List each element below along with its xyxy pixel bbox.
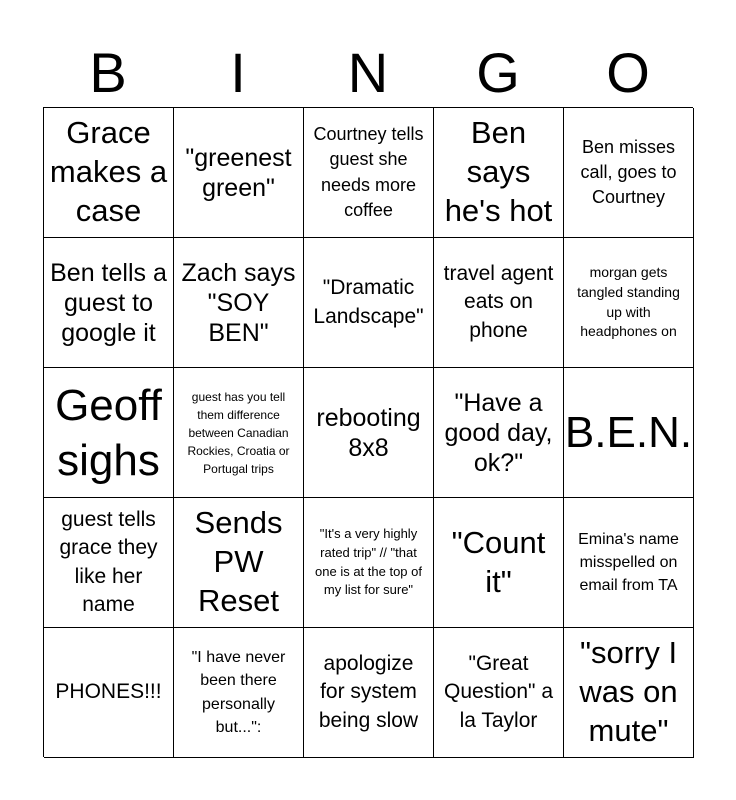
- bingo-cell[interactable]: Ben says he's hot: [434, 108, 564, 238]
- bingo-cell[interactable]: B.E.N.: [564, 368, 694, 498]
- bingo-cell[interactable]: "Dramatic Landscape": [304, 238, 434, 368]
- header-letter-o: O: [606, 41, 650, 104]
- bingo-cell[interactable]: "Have a good day, ok?": [434, 368, 564, 498]
- bingo-cell[interactable]: "I have never been there personally but...":: [174, 628, 304, 758]
- bingo-cell[interactable]: "sorry I was on mute": [564, 628, 694, 758]
- bingo-cell[interactable]: Zach says "SOY BEN": [174, 238, 304, 368]
- bingo-cell[interactable]: "Count it": [434, 498, 564, 628]
- bingo-cell[interactable]: "Great Question" a la Taylor: [434, 628, 564, 758]
- header-letter-b: B: [89, 41, 127, 104]
- header-letter-g: G: [476, 41, 520, 104]
- bingo-cell[interactable]: Grace makes a case: [44, 108, 174, 238]
- header-letter-i: I: [230, 41, 246, 104]
- bingo-cell[interactable]: guest has you tell them difference between Canadian Rockies, Croatia or Portugal trips: [174, 368, 304, 498]
- bingo-cell[interactable]: Geoff sighs: [44, 368, 174, 498]
- bingo-cell[interactable]: Ben misses call, goes to Courtney: [564, 108, 694, 238]
- bingo-cell[interactable]: rebooting 8x8: [304, 368, 434, 498]
- bingo-cell[interactable]: PHONES!!!: [44, 628, 174, 758]
- bingo-cell[interactable]: guest tells grace they like her name: [44, 498, 174, 628]
- bingo-cell[interactable]: "greenest green": [174, 108, 304, 238]
- bingo-header: [43, 40, 693, 106]
- header-letter-n: N: [347, 41, 389, 104]
- bingo-cell[interactable]: Emina's name misspelled on email from TA: [564, 498, 694, 628]
- bingo-cell[interactable]: apologize for system being slow: [304, 628, 434, 758]
- bingo-card-grid: [43, 107, 693, 757]
- bingo-cell[interactable]: Ben tells a guest to google it: [44, 238, 174, 368]
- bingo-cell[interactable]: morgan gets tangled standing up with headphones on: [564, 238, 694, 368]
- bingo-cell[interactable]: travel agent eats on phone: [434, 238, 564, 368]
- bingo-cell[interactable]: Courtney tells guest she needs more coffee: [304, 108, 434, 238]
- bingo-cell[interactable]: "It's a very highly rated trip" // "that one is at the top of my list for sure": [304, 498, 434, 628]
- bingo-cell[interactable]: Sends PW Reset: [174, 498, 304, 628]
